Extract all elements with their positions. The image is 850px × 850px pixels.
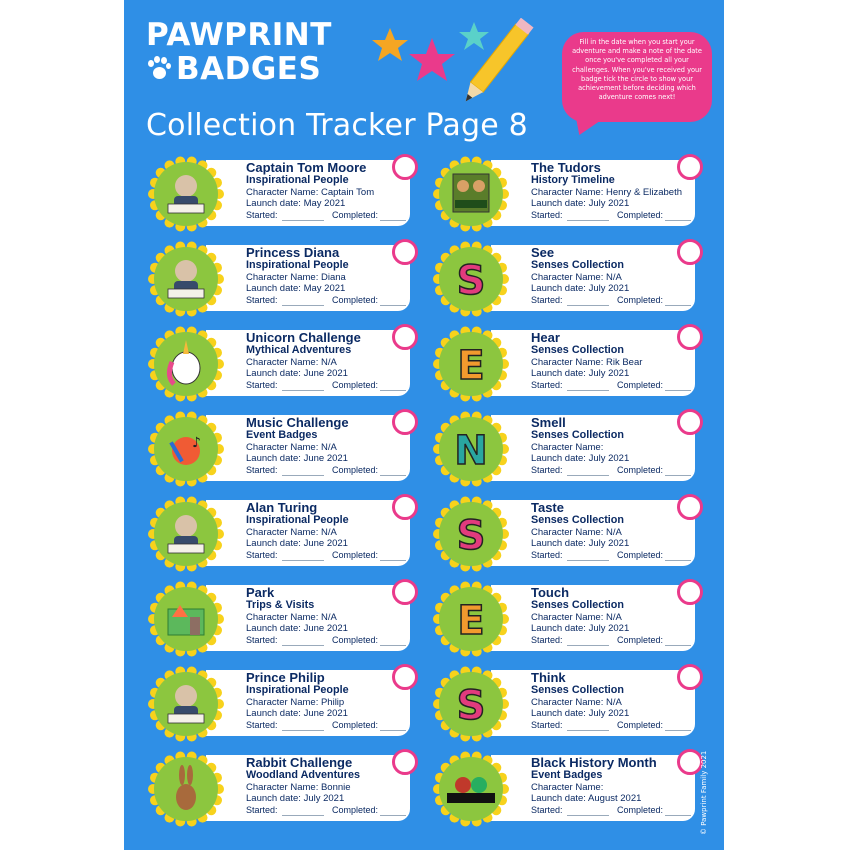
badge-name: Park: [246, 585, 275, 600]
started-date-field[interactable]: [567, 815, 609, 816]
started-label: Started:: [531, 295, 563, 305]
badge-rosette: [148, 241, 224, 317]
logo-line2: BADGES: [176, 51, 322, 87]
badge-card: [433, 326, 697, 390]
badge-rosette: [433, 156, 509, 232]
started-label: Started:: [531, 380, 563, 390]
badge-card: [148, 156, 412, 220]
badge-name: Hear: [531, 330, 560, 345]
started-label: Started:: [531, 635, 563, 645]
character-name: Character Name: N/A: [531, 612, 622, 623]
badge-rosette: [433, 581, 509, 657]
teal-star-icon: [459, 22, 489, 50]
badge-image: [148, 411, 224, 487]
launch-date: Launch date: July 2021: [531, 198, 630, 209]
achievement-tick-circle[interactable]: [392, 494, 418, 520]
completed-label: Completed:: [617, 295, 664, 305]
launch-date: Launch date: June 2021: [246, 623, 348, 634]
badge-rosette: [148, 156, 224, 232]
started-date-field[interactable]: [282, 220, 324, 221]
started-date-field[interactable]: [282, 305, 324, 306]
achievement-tick-circle[interactable]: [392, 239, 418, 265]
character-name: Character Name: Diana: [246, 272, 346, 283]
achievement-tick-circle[interactable]: [677, 494, 703, 520]
launch-date: Launch date: June 2021: [246, 453, 348, 464]
badge-image: [433, 666, 509, 742]
badge-rosette: [433, 666, 509, 742]
letter-n-icon: [454, 428, 487, 474]
badge-name: Black History Month: [531, 755, 657, 770]
badge-image: [433, 581, 509, 657]
character-name: Character Name: N/A: [246, 442, 337, 453]
completed-label: Completed:: [332, 550, 379, 560]
started-label: Started:: [246, 550, 278, 560]
badge-name: Unicorn Challenge: [246, 330, 361, 345]
completed-date-field[interactable]: [380, 730, 406, 731]
character-name: Character Name:: [531, 782, 604, 793]
badge-card: [433, 156, 697, 220]
completed-date-field[interactable]: [665, 730, 691, 731]
completed-date-field[interactable]: [380, 305, 406, 306]
launch-date: Launch date: July 2021: [531, 283, 630, 294]
character-name: Character Name: Philip: [246, 697, 345, 708]
badge-image: [148, 666, 224, 742]
launch-date: Launch date: July 2021: [531, 368, 630, 379]
badge-category: Senses Collection: [531, 344, 625, 356]
badge-image: [433, 411, 509, 487]
badge-image: [433, 156, 509, 232]
launch-date: Launch date: June 2021: [246, 538, 348, 549]
character-name: Character Name: N/A: [531, 697, 622, 708]
started-date-field[interactable]: [567, 305, 609, 306]
letter-s-icon: [457, 513, 486, 559]
started-date-field[interactable]: [567, 730, 609, 731]
badge-card: [148, 496, 412, 560]
pawprint-badges-logo: [146, 18, 332, 86]
achievement-tick-circle[interactable]: [677, 664, 703, 690]
completed-date-field[interactable]: [665, 560, 691, 561]
achievement-tick-circle[interactable]: [392, 409, 418, 435]
completed-date-field[interactable]: [380, 815, 406, 816]
badge-name: Captain Tom Moore: [246, 160, 367, 175]
character-name: Character Name: Captain Tom: [246, 187, 375, 198]
letter-s-icon: [457, 258, 486, 304]
badge-rosette: [148, 496, 224, 572]
completed-label: Completed:: [617, 210, 664, 220]
badge-category: Senses Collection: [531, 259, 625, 271]
launch-date: Launch date: July 2021: [531, 623, 630, 634]
completed-date-field[interactable]: [380, 220, 406, 221]
tudors-icon: [453, 174, 489, 212]
badge-category: Senses Collection: [531, 514, 625, 526]
badge-image: [433, 496, 509, 572]
page-title: Collection Tracker Page 8: [146, 108, 528, 143]
badge-category: Inspirational People: [246, 174, 349, 186]
badge-name: Music Challenge: [246, 415, 349, 430]
badge-category: Inspirational People: [246, 259, 349, 271]
badge-rosette: [433, 496, 509, 572]
completed-label: Completed:: [332, 720, 379, 730]
launch-date: Launch date: June 2021: [246, 708, 348, 719]
started-date-field[interactable]: [567, 220, 609, 221]
badge-category: Event Badges: [246, 429, 318, 441]
logo-line1: PAWPRINT: [146, 17, 332, 53]
character-name: Character Name: N/A: [531, 527, 622, 538]
badge-category: Trips & Visits: [246, 599, 315, 611]
letter-e-icon: [457, 343, 484, 389]
badge-image: [433, 751, 509, 827]
badge-category: Inspirational People: [246, 514, 349, 526]
achievement-tick-circle[interactable]: [392, 324, 418, 350]
badge-name: Taste: [531, 500, 564, 515]
character-name: Character Name:: [531, 442, 604, 453]
character-name: Character Name: N/A: [246, 357, 337, 368]
launch-date: Launch date: June 2021: [246, 368, 348, 379]
achievement-tick-circle[interactable]: [677, 409, 703, 435]
started-date-field[interactable]: [567, 560, 609, 561]
started-label: Started:: [531, 550, 563, 560]
badge-name: Touch: [531, 585, 570, 600]
instructions-bubble: Fill in the date when you start your adventure and make a note of the date once you've completed all your challenges. When you've received your badge tick the circle to show your achievement before deciding which adventure comes next!: [562, 32, 712, 122]
completed-date-field[interactable]: [380, 475, 406, 476]
completed-label: Completed:: [332, 295, 379, 305]
character-name: Character Name: N/A: [531, 272, 622, 283]
badge-card: [148, 581, 412, 645]
svg-text:S: S: [456, 513, 486, 559]
badge-rosette: [148, 666, 224, 742]
completed-label: Completed:: [332, 805, 379, 815]
launch-date: Launch date: July 2021: [531, 708, 630, 719]
started-date-field[interactable]: [567, 390, 609, 391]
started-label: Started:: [246, 465, 278, 475]
park-icon: [168, 605, 204, 635]
badge-card: [433, 751, 697, 815]
completed-date-field[interactable]: [665, 220, 691, 221]
stars-pencil-decoration: [364, 18, 564, 108]
paw-icon: [146, 56, 172, 82]
badge-rosette: [148, 581, 224, 657]
achievement-tick-circle[interactable]: [677, 579, 703, 605]
completed-date-field[interactable]: [380, 645, 406, 646]
svg-text:E: E: [457, 343, 485, 389]
completed-date-field[interactable]: [665, 390, 691, 391]
badge-image: [433, 241, 509, 317]
badge-card: [148, 326, 412, 390]
launch-date: Launch date: July 2021: [531, 453, 630, 464]
badge-name: Alan Turing: [246, 500, 318, 515]
svg-text:E: E: [457, 598, 485, 644]
badge-name: Smell: [531, 415, 566, 430]
orange-star-icon: [372, 28, 408, 61]
achievement-tick-circle[interactable]: [677, 324, 703, 350]
started-label: Started:: [531, 210, 563, 220]
badge-card: [433, 666, 697, 730]
started-label: Started:: [246, 720, 278, 730]
completed-date-field[interactable]: [380, 560, 406, 561]
completed-date-field[interactable]: [665, 305, 691, 306]
badge-category: Woodland Adventures: [246, 769, 360, 781]
completed-label: Completed:: [617, 380, 664, 390]
badge-rosette: [148, 751, 224, 827]
completed-label: Completed:: [332, 635, 379, 645]
badge-rosette: [148, 326, 224, 402]
svg-text:S: S: [456, 683, 486, 729]
character-name: Character Name: Henry & Elizabeth: [531, 187, 683, 198]
copyright-text: © Pawprint Family 2021: [700, 750, 708, 835]
completed-date-field[interactable]: [665, 475, 691, 476]
achievement-tick-circle[interactable]: [392, 749, 418, 775]
launch-date: Launch date: July 2021: [246, 793, 345, 804]
letter-e-icon: [457, 598, 484, 644]
badge-category: Inspirational People: [246, 684, 349, 696]
started-label: Started:: [531, 720, 563, 730]
achievement-tick-circle[interactable]: [677, 239, 703, 265]
started-date-field[interactable]: [282, 815, 324, 816]
badge-rosette: [433, 411, 509, 487]
badge-name: Rabbit Challenge: [246, 755, 353, 770]
svg-text:♪: ♪: [192, 435, 201, 451]
character-name: Character Name: Rik Bear: [531, 357, 643, 368]
badge-name: Princess Diana: [246, 245, 340, 260]
badge-category: Senses Collection: [531, 429, 625, 441]
started-label: Started:: [246, 380, 278, 390]
character-name: Character Name: N/A: [246, 612, 337, 623]
started-label: Started:: [246, 635, 278, 645]
launch-date: Launch date: August 2021: [531, 793, 642, 804]
completed-date-field[interactable]: [665, 645, 691, 646]
badge-card: [148, 751, 412, 815]
completed-date-field[interactable]: [665, 815, 691, 816]
badge-card: [433, 581, 697, 645]
completed-label: Completed:: [332, 210, 379, 220]
badge-rosette: [433, 751, 509, 827]
badge-image: [148, 751, 224, 827]
badge-name: The Tudors: [531, 160, 601, 175]
badge-name: Prince Philip: [246, 670, 325, 685]
tracker-sheet: [124, 0, 724, 850]
badge-name: See: [531, 245, 555, 260]
started-date-field[interactable]: [282, 730, 324, 731]
badge-image: [148, 241, 224, 317]
badge-card: [433, 411, 697, 475]
badge-rosette: [433, 326, 509, 402]
pink-star-icon: [409, 38, 455, 81]
character-name: Character Name: N/A: [246, 527, 337, 538]
badge-image: [433, 326, 509, 402]
achievement-tick-circle[interactable]: [392, 664, 418, 690]
badge-category: Senses Collection: [531, 684, 625, 696]
started-label: Started:: [246, 210, 278, 220]
achievement-tick-circle[interactable]: [392, 154, 418, 180]
badge-image: [148, 156, 224, 232]
launch-date: Launch date: July 2021: [531, 538, 630, 549]
badge-image: [148, 581, 224, 657]
badge-card: [148, 411, 412, 475]
launch-date: Launch date: May 2021: [246, 283, 346, 294]
character-name: Character Name: Bonnie: [246, 782, 351, 793]
letter-s-icon: [457, 683, 486, 729]
started-date-field[interactable]: [282, 560, 324, 561]
completed-label: Completed:: [332, 465, 379, 475]
completed-label: Completed:: [617, 805, 664, 815]
achievement-tick-circle[interactable]: [392, 579, 418, 605]
completed-label: Completed:: [617, 720, 664, 730]
started-label: Started:: [246, 805, 278, 815]
launch-date: Launch date: May 2021: [246, 198, 346, 209]
completed-date-field[interactable]: [380, 390, 406, 391]
badge-card: [433, 241, 697, 305]
badge-category: Senses Collection: [531, 599, 625, 611]
started-date-field[interactable]: [282, 475, 324, 476]
started-label: Started:: [531, 805, 563, 815]
completed-label: Completed:: [617, 465, 664, 475]
started-date-field[interactable]: [567, 645, 609, 646]
started-date-field[interactable]: [282, 390, 324, 391]
badge-card: [433, 496, 697, 560]
badge-rosette: [433, 241, 509, 317]
svg-text:N: N: [454, 428, 488, 474]
badge-name: Think: [531, 670, 566, 685]
badge-category: History Timeline: [531, 174, 615, 186]
badge-card: [148, 241, 412, 305]
completed-label: Completed:: [332, 380, 379, 390]
svg-text:S: S: [456, 258, 486, 304]
badge-image: [148, 496, 224, 572]
started-date-field[interactable]: [282, 645, 324, 646]
achievement-tick-circle[interactable]: [677, 154, 703, 180]
badge-card: [148, 666, 412, 730]
started-date-field[interactable]: [567, 475, 609, 476]
started-label: Started:: [531, 465, 563, 475]
completed-label: Completed:: [617, 635, 664, 645]
started-label: Started:: [246, 295, 278, 305]
badge-image: [148, 326, 224, 402]
badge-category: Event Badges: [531, 769, 603, 781]
badge-rosette: [148, 411, 224, 487]
badge-category: Mythical Adventures: [246, 344, 352, 356]
completed-label: Completed:: [617, 550, 664, 560]
